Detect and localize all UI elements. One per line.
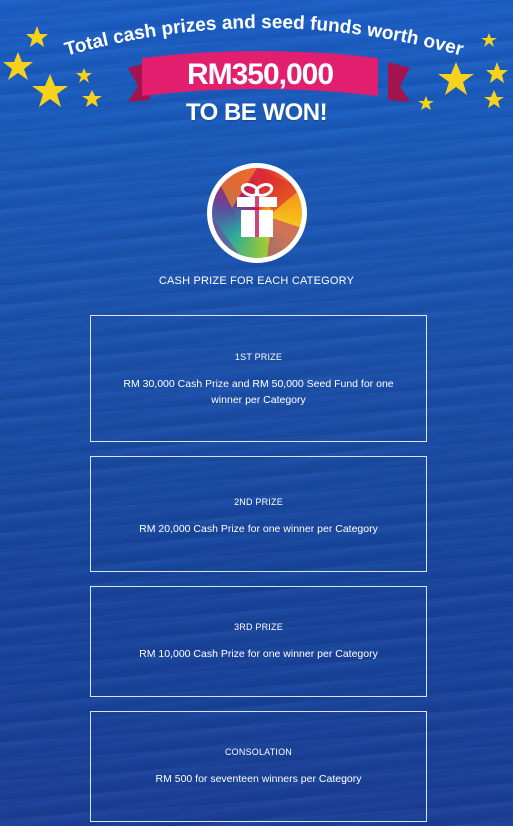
prize-title: 3RD PRIZE [234,622,283,632]
star-icon [3,52,33,80]
tagline-text: Total cash prizes and seed funds worth over [62,11,466,61]
gift-badge [207,163,307,263]
prize-description: RM 20,000 Cash Prize for one winner per Category [139,523,378,535]
prize-title: 1ST PRIZE [234,352,283,362]
prize-card-consolation [90,711,427,822]
gift-icon [212,168,302,258]
prize-banner [0,0,513,145]
star-icon [481,33,497,47]
banner-subtitle: TO BE WON! [185,99,328,126]
prize-card-2nd [90,456,427,572]
prize-description: RM 10,000 Cash Prize for one winner per Category [139,648,378,660]
star-icon [26,26,48,47]
prize-title: 2ND PRIZE [234,497,283,507]
prize-title: CONSOLATION [224,747,293,757]
star-icon [76,68,92,83]
prize-description: RM 30,000 Cash Prize and RM 50,000 Seed Fund for one winner per Category [123,378,394,406]
prize-card-1st [90,315,427,442]
prize-description: RM 500 for seventeen winners per Category [155,773,362,785]
prize-amount: RM350,000 [186,58,334,91]
star-icon [438,62,474,95]
section-title: CASH PRIZE FOR EACH CATEGORY [158,275,355,287]
star-icon [486,62,508,83]
prize-card-3rd [90,586,427,697]
ribbon-right-tail [388,62,410,102]
